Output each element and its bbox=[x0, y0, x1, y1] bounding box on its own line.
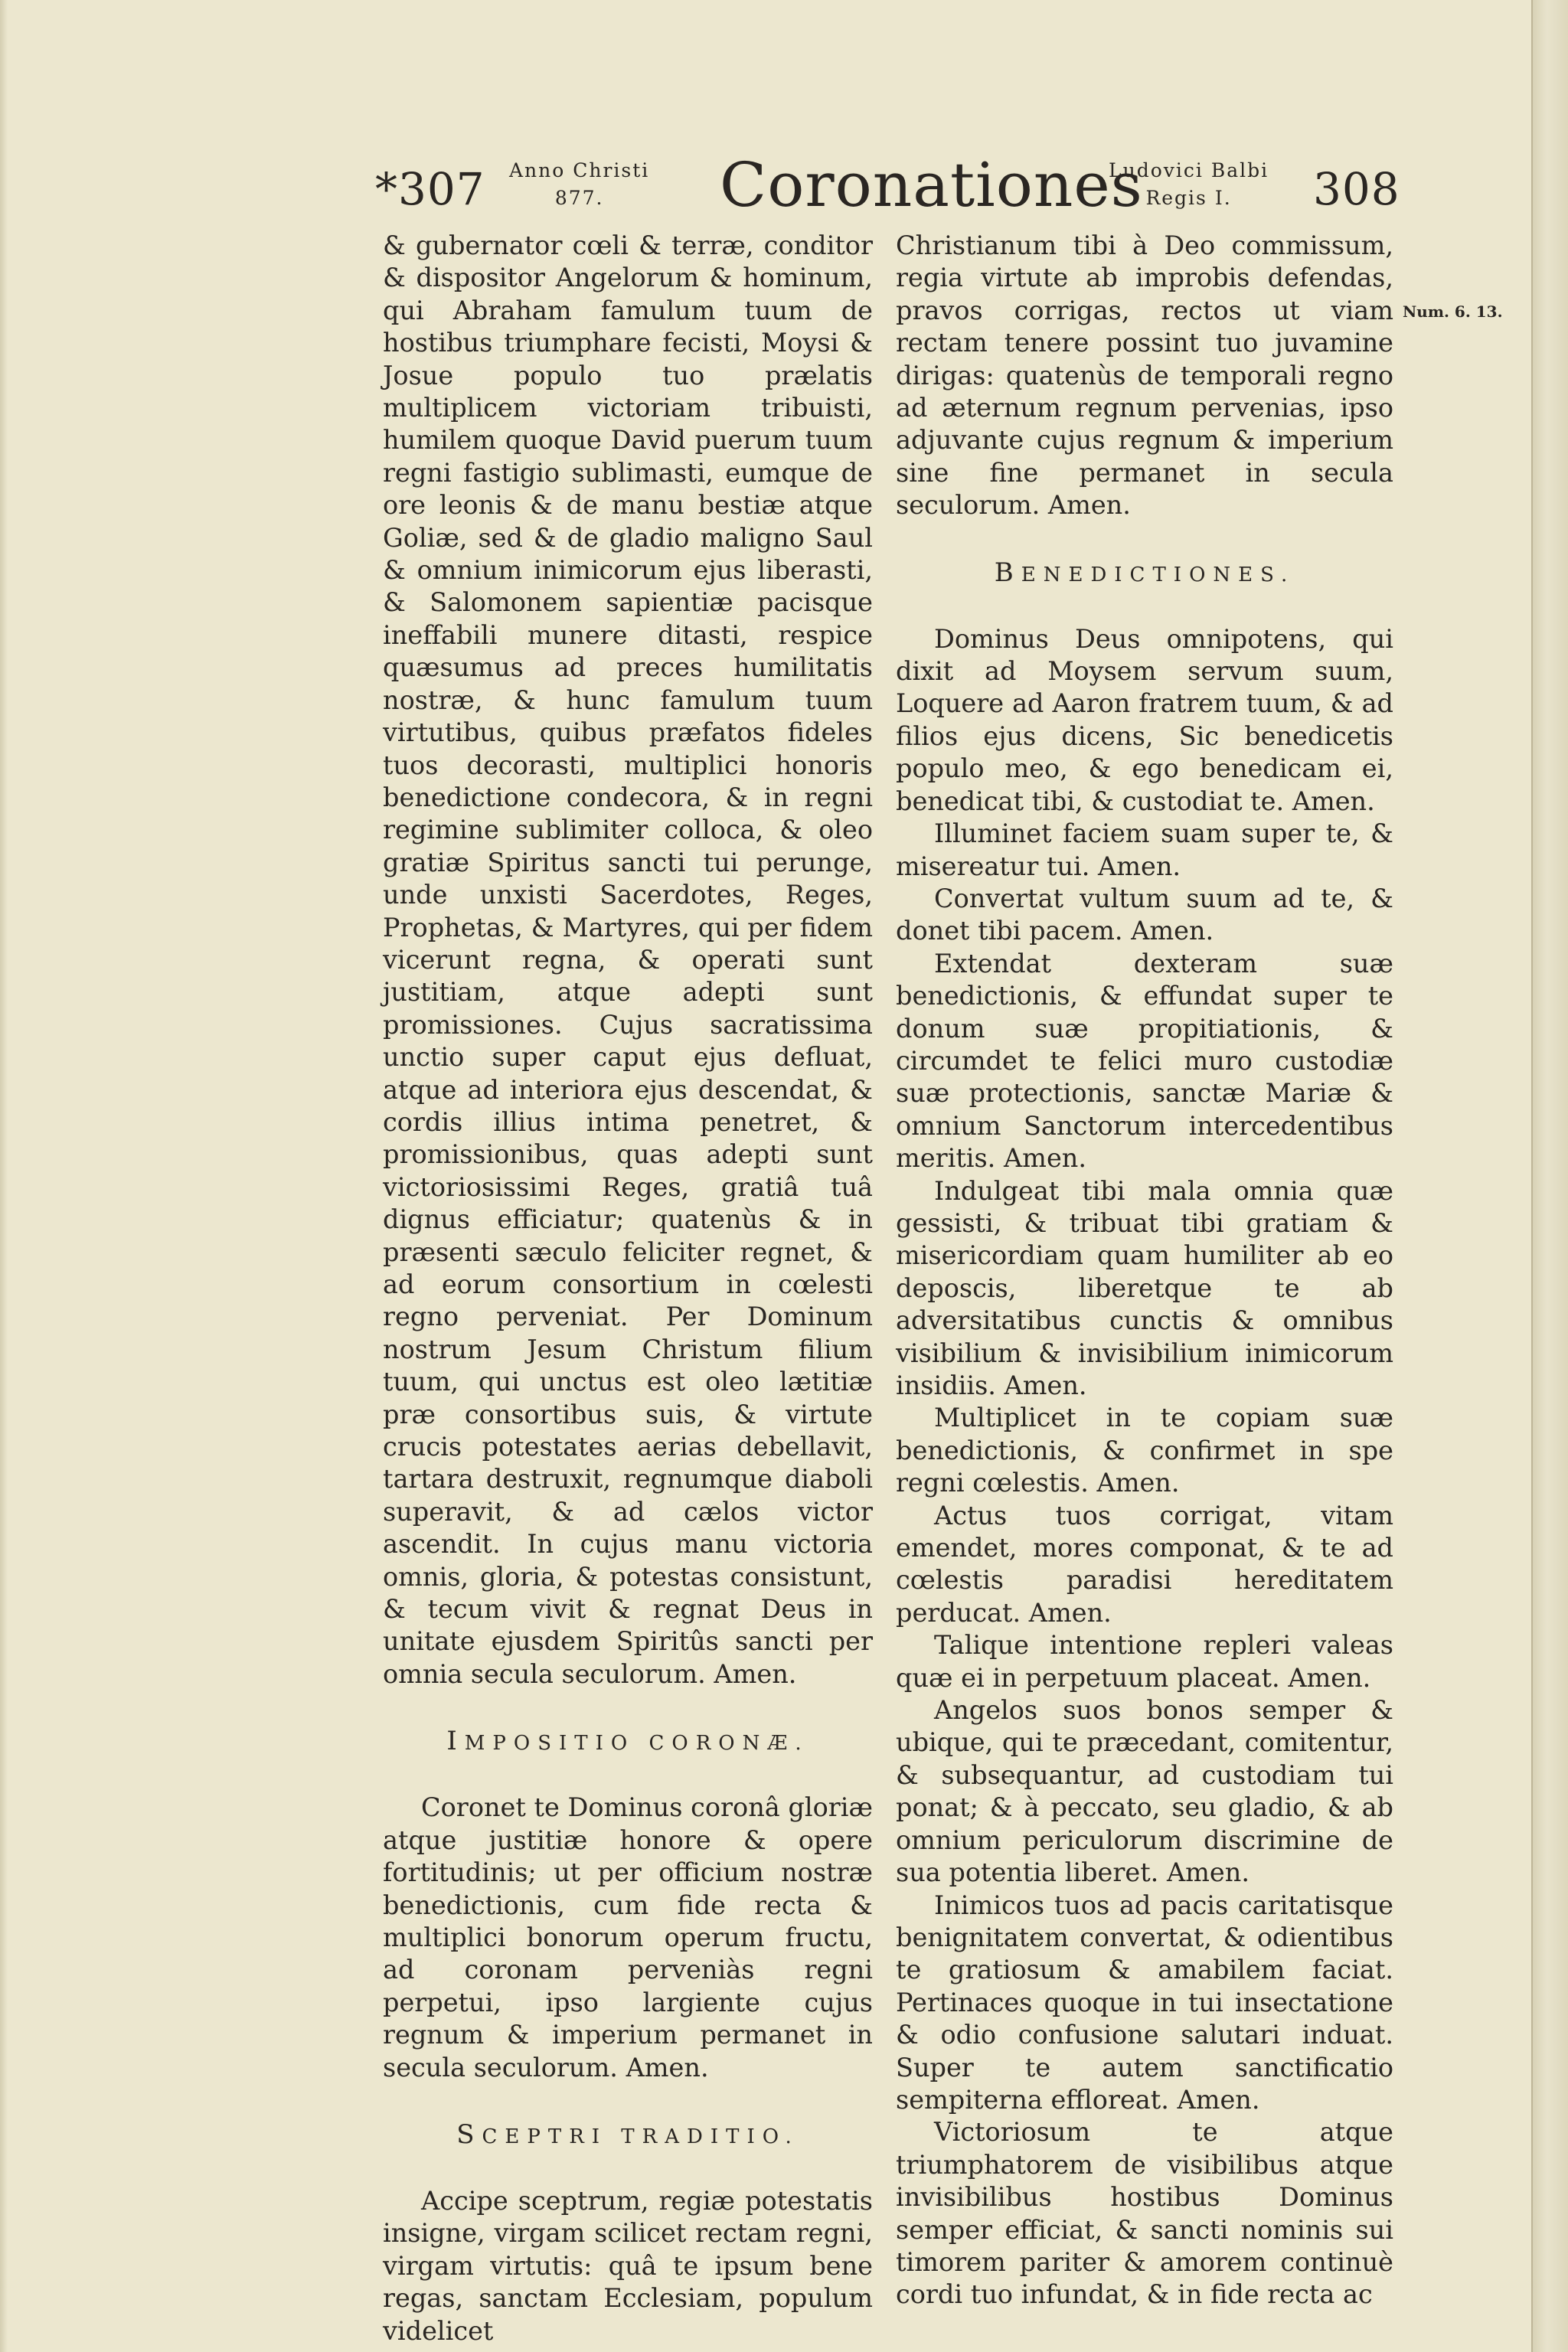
reign-note bbox=[1109, 157, 1269, 212]
heading-impositio-coronae bbox=[383, 1713, 873, 1769]
heading-sceptri-traditio bbox=[383, 2107, 873, 2162]
year-note-label: Anno Christi bbox=[509, 159, 650, 181]
next-page-edge bbox=[1531, 0, 1568, 2352]
benediction-paragraph: Convertat vultum suum ad te, & donet tibi pacem. Amen. bbox=[896, 883, 1393, 946]
right-column bbox=[896, 230, 1393, 2311]
benediction-paragraph: Multiplicet in te copiam suæ benedictionis, & confirmet in spe regni cœlestis. Amen. bbox=[896, 1403, 1393, 1498]
year-note bbox=[509, 157, 649, 212]
benediction-paragraph: Indulgeat tibi mala omnia quæ gessisti, & tribuat tibi gratiam & misericordiam quam humiliter ab eo deposcis, liberetque te ab adversitatibus cunctis & omnibus visibilium & invisibilium inimicorum insidiis. Amen. bbox=[896, 1175, 1393, 1400]
benediction-paragraph: Inimicos tuos ad pacis caritatisque benignitatem convertat, & odientibus te gratiosum & amabilem faciat. Pertinaces quoque in tui insectatione & odio confusione salutari induat. Super te autem sanctificatio sempiterna effloreat. Amen. bbox=[896, 1890, 1393, 2115]
impositio-paragraph: Coronet te Dominus coronâ gloriæ atque justitiæ honore & opere fortitudinis; ut per officium nostræ benedictionis, cum fide recta & multiplici bonorum operum fructu, ad coronam perveniàs regni perpetui, ipso largiente cujus regnum & imperium permanet in secula seculorum. Amen. bbox=[383, 1792, 873, 2082]
heading-benedictiones bbox=[896, 545, 1393, 600]
left-column bbox=[383, 230, 873, 2347]
heading-initial: S bbox=[456, 2118, 482, 2150]
running-title: Coronationes bbox=[720, 149, 1143, 220]
heading-text: MPOSITIO CORONÆ. bbox=[464, 1732, 809, 1756]
page-number-left: *307 bbox=[375, 163, 485, 215]
heading-text: CEPTRI TRADITIO. bbox=[482, 2125, 799, 2148]
benediction-paragraph: Angelos suos bonos semper & ubique, qui te præcedant, comitentur, & subsequantur, ad custodiam tui ponat; & à peccato, seu gladio, & ab omnium periculorum discrimine de sua potentia liberet. Amen. bbox=[896, 1695, 1393, 1888]
margin-note: Num. 6. 13. bbox=[1403, 302, 1503, 321]
heading-initial: I bbox=[446, 1726, 465, 1757]
continuation-paragraph: Christianum tibi à Deo commissum, regia virtute ab improbis defendas, pravos corrigas, rectos ut viam rectam tenere possint tuo juvamine dirigas: quatenùs de temporali regno ad æternum regnum pervenias, ipso adjuvante cujus regnum & imperium sine fine permanet in secula seculorum. Amen. bbox=[896, 230, 1393, 521]
prayer-paragraph: & gubernator cœli & terræ, conditor & dispositor Angelorum & hominum, qui Abraham famulum tuum de hostibus triumphare fecisti, Moysi & Josue populo tuo prælatis multiplicem victoriam tribuisti, humilem quoque David puerum tuum regni fastigio sublimasti, eumque de ore leonis & de manu bestiæ atque Goliæ, sed & de gladio maligno Saul & omnium inimicorum ejus liberasti, & Salomonem sapientiæ pacisque ineffabili munere ditasti, respice quæsumus ad preces humilitatis nostræ, & hunc famulum tuum virtutibus, quibus præfatos fideles tuos decorasti, multiplici honoris benedictione condecora, & in regni regimine sublimiter colloca, & oleo gratiæ Spiritus sancti tui perunge, unde unxisti Sacerdotes, Reges, Prophetas, & Martyres, qui per fidem vicerunt regna, & operati sunt justitiam, atque adepti sunt promissiones. Cujus sacratissima unctio super caput ejus defluat, atque ad interiora ejus descendat, & cordis illius intima penetret, & promissionibus, quas adepti sunt victoriosissimi Reges, gratiâ tuâ dignus efficiatur; quatenùs & in præsenti sæculo feliciter regnet, & ad eorum consortium in cœlesti regno perveniat. Per Dominum nostrum Jesum Christum filium tuum, qui unctus est oleo lætitiæ præ consortibus suis, & virtute crucis potestates aerias debellavit, tartara destruxit, regnumque diaboli superavit, & ad cælos victor ascendit. In cujus manu victoria omnis, gloria, & potestas consistunt, & tecum vivit & regnat Deus in unitate ejusdem Spiritûs sancti per omnia secula seculorum. Amen. bbox=[383, 230, 873, 1689]
benediction-paragraph: Illuminet faciem suam super te, & misereatur tui. Amen. bbox=[896, 818, 1393, 881]
year-note-value: 877. bbox=[554, 187, 604, 209]
reign-note-king: Ludovici Balbi bbox=[1109, 159, 1269, 181]
running-header bbox=[375, 149, 1400, 226]
benediction-paragraph: Dominus Deus omnipotens, qui dixit ad Moysem servum suum, Loquere ad Aaron fratrem tuum, & ad filios ejus dicens, Sic benedicetis populo meo, & ego benedicam ei, benedicat tibi, & custodiat te. Amen. bbox=[896, 623, 1393, 816]
reign-note-year: Regis I. bbox=[1145, 187, 1232, 209]
heading-initial: B bbox=[994, 557, 1021, 588]
page-number-right: 308 bbox=[1313, 163, 1400, 215]
benediction-paragraph: Victoriosum te atque triumphatorem de visibilibus atque invisibilibus hostibus Dominus semper efficiat, & sancti nominis sui timorem pariter & amorem continuè cordi tuo infundat, & in fide recta ac bbox=[896, 2117, 1393, 2310]
benediction-paragraph: Talique intentione repleri valeas quæ ei in perpetuum placeat. Amen. bbox=[896, 1630, 1393, 1693]
benediction-paragraph: Extendat dexteram suæ benedictionis, & effundat super te donum suæ propitiationis, & circumdet te felici muro custodiæ suæ protectionis, sanctæ Mariæ & omnium Sanctorum intercedentibus meritis. Amen. bbox=[896, 948, 1393, 1174]
page-gutter bbox=[0, 0, 8, 2352]
heading-text: ENEDICTIONES. bbox=[1021, 563, 1295, 586]
sceptri-paragraph: Accipe sceptrum, regiæ potestatis insigne, virgam scilicet rectam regni, virgam virtutis: quâ te ipsum bene regas, sanctam Ecclesiam, populum videlicet bbox=[383, 2185, 873, 2346]
benediction-paragraph: Actus tuos corrigat, vitam emendet, mores componat, & te ad cœlestis paradisi hereditatem perducat. Amen. bbox=[896, 1500, 1393, 1628]
